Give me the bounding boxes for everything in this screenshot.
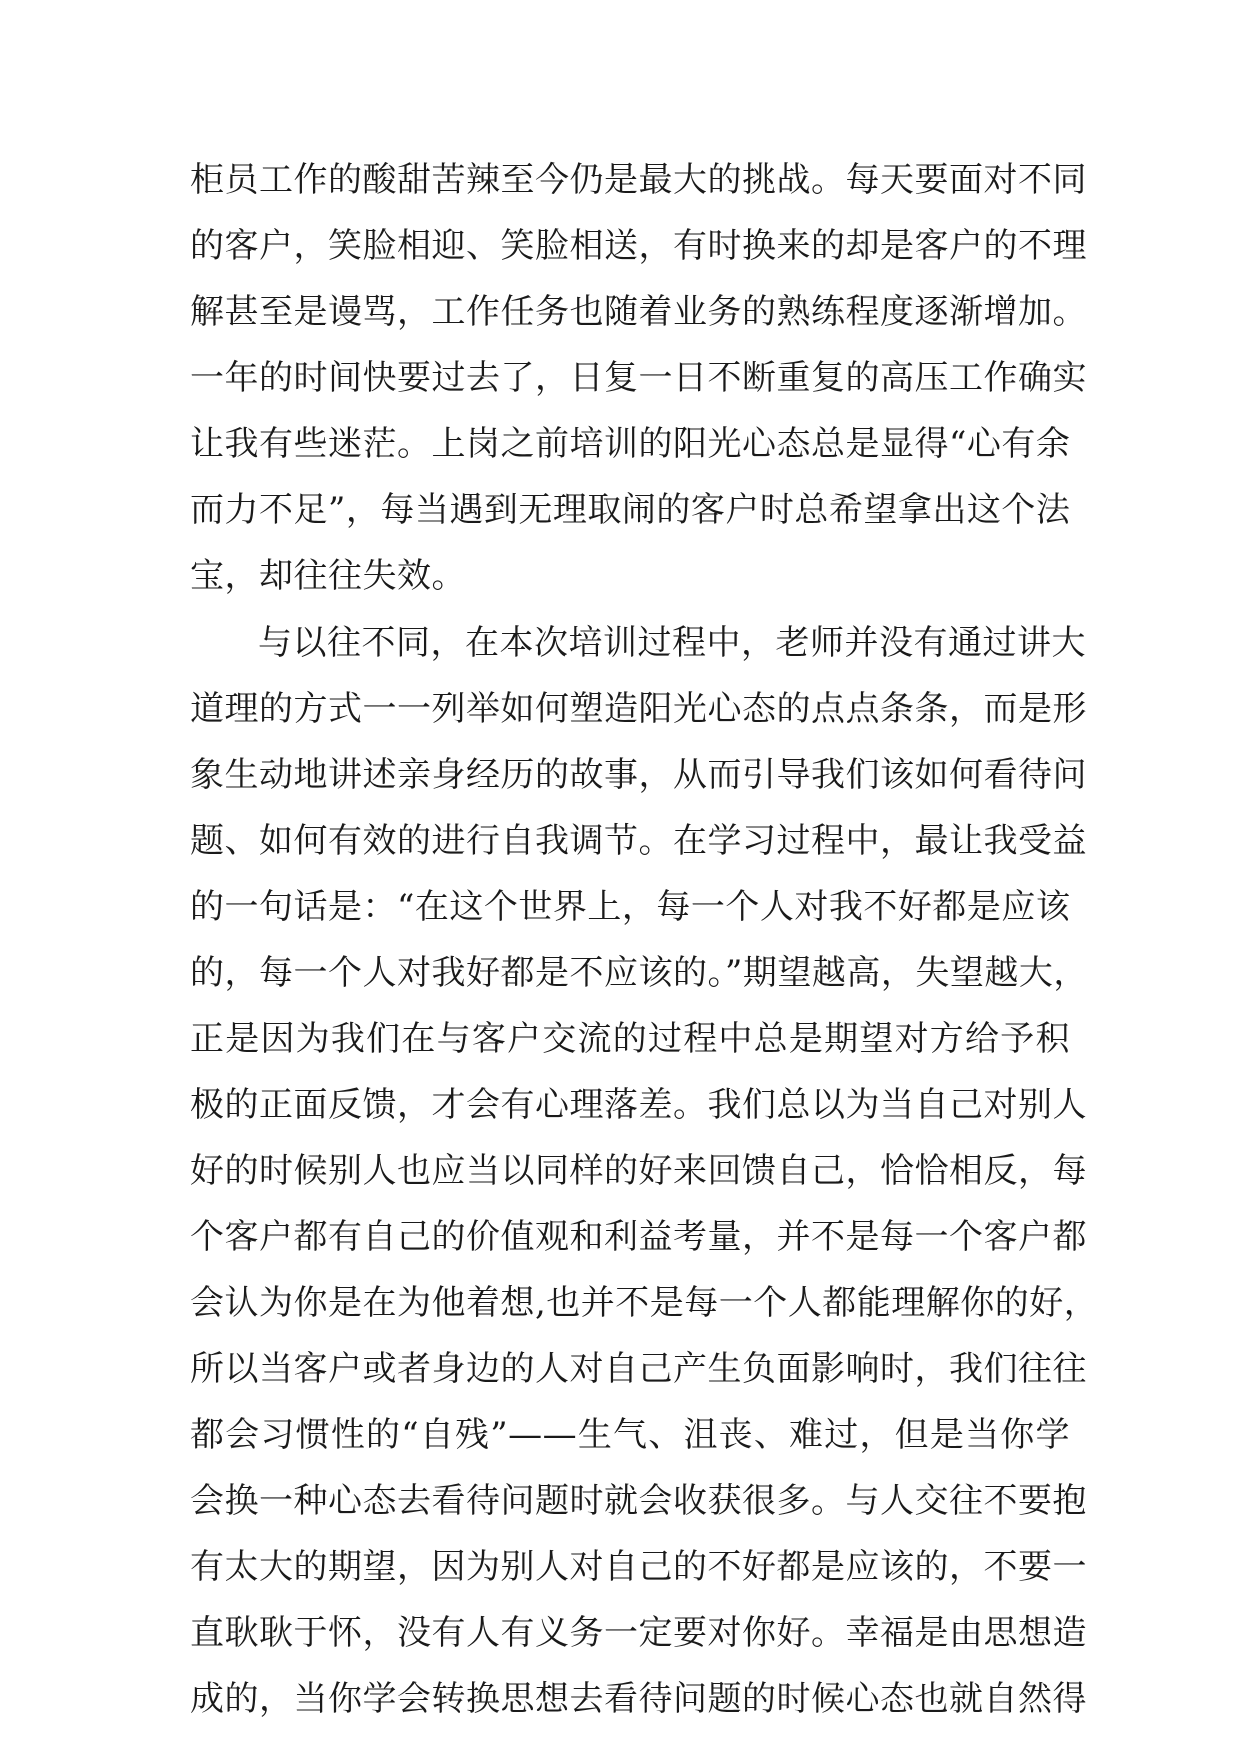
text-line: 所以当客户或者身边的人对自己产生负面影响时，我们往往: [190, 1349, 1087, 1389]
text-line: 直耿耿于怀，没有人有义务一定要对你好。幸福是由思想造: [190, 1613, 1087, 1653]
text-line: 有太大的期望，因为别人对自己的不好都是应该的，不要一: [190, 1547, 1087, 1587]
text-line: 让我有些迷茫。上岗之前培训的阳光心态总是显得“心有余: [190, 424, 1071, 464]
text-line: 宝，却往往失效。: [190, 556, 466, 596]
text-line: 象生动地讲述亲身经历的故事，从而引导我们该如何看待问: [190, 755, 1087, 795]
text-line: 与以往不同，在本次培训过程中，老师并没有通过讲大: [258, 623, 1086, 663]
text-line: 的，每一个人对我好都是不应该的。”期望越高，失望越大，: [190, 953, 1088, 993]
text-line: 一年的时间快要过去了，日复一日不断重复的高压工作确实: [190, 358, 1087, 398]
text-line: 柜员工作的酸甜苦辣至今仍是最大的挑战。每天要面对不同: [190, 160, 1087, 200]
text-line: 题、如何有效的进行自我调节。在学习过程中，最让我受益: [190, 821, 1087, 861]
text-line: 都会习惯性的“自残”——生气、沮丧、难过，但是当你学: [190, 1415, 1070, 1455]
text-line: 解甚至是谩骂，工作任务也随着业务的熟练程度逐渐增加。: [190, 292, 1087, 332]
text-line: 的客户，笑脸相迎、笑脸相送，有时换来的却是客户的不理: [190, 226, 1087, 266]
text-line: 而力不足”，每当遇到无理取闹的客户时总希望拿出这个法: [190, 490, 1071, 530]
text-line: 好的时候别人也应当以同样的好来回馈自己，恰恰相反，每: [190, 1151, 1087, 1191]
text-line: 道理的方式一一列举如何塑造阳光心态的点点条条，而是形: [190, 689, 1087, 729]
text-line: 极的正面反馈，才会有心理落差。我们总以为当自己对别人: [190, 1085, 1087, 1125]
text-line: 会换一种心态去看待问题时就会收获很多。与人交往不要抱: [190, 1481, 1087, 1521]
text-line: 的一句话是：“在这个世界上，每一个人对我不好都是应该: [190, 887, 1071, 927]
text-line: 会认为你是在为他着想,也并不是每一个人都能理解你的好，: [190, 1283, 1099, 1323]
text-line: 成的，当你学会转换思想去看待问题的时候心态也就自然得: [190, 1679, 1087, 1719]
text-line: 正是因为我们在与客户交流的过程中总是期望对方给予积: [190, 1019, 1070, 1059]
text-line: 个客户都有自己的价值观和利益考量，并不是每一个客户都: [190, 1217, 1087, 1257]
